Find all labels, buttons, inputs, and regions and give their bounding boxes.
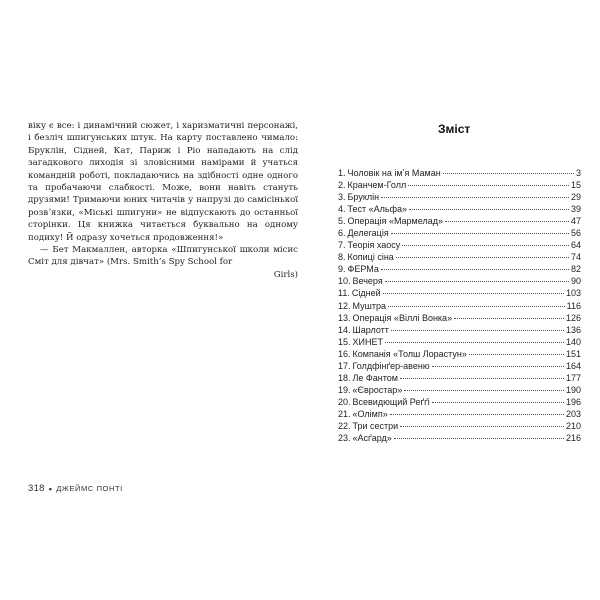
toc-entry[interactable] xyxy=(338,408,581,420)
toc-entry-page: 136 xyxy=(565,324,581,335)
toc-leader-dots xyxy=(388,306,565,307)
toc-entry-page: 29 xyxy=(570,192,581,203)
toc-leader-dots xyxy=(454,318,564,319)
toc-entry-number: 2. xyxy=(338,180,346,191)
toc-entry-number: 18. xyxy=(338,372,351,383)
toc-entry-page: 64 xyxy=(570,240,581,251)
toc-entry-page: 126 xyxy=(565,312,581,323)
toc-entry-title: Делегація xyxy=(347,228,389,239)
table-of-contents xyxy=(338,167,581,444)
review-paragraph: віку є все: і динамічний сюжет, і харизматичні персонажі, і безліч шпигунських штук. На карту поставлено чимало: Бруклін, Сідней, Кат, Париж і Ріо нападають на слід загадкового лиходія зі зловісними намірами й учаться командній роботі, покладаючись на здібності одне одного та пробачаючи слабкості. Може, вони навіть стануть друзями! Тримаючи юних читачів у напрузі до самісінької розвʼязки, «Міські шпигуни» не відпускають до останньої сторінки. Ця книжка читається буквально на одному подиху! Й одразу хочеться продовження!» xyxy=(28,121,298,243)
toc-entry-title: «Асґард» xyxy=(352,433,392,444)
toc-leader-dots xyxy=(432,366,564,367)
toc-entry-title: «Євростар» xyxy=(352,384,403,395)
page-number: 318 xyxy=(28,483,45,494)
toc-entry-number: 23. xyxy=(338,433,351,444)
toc-entry-title: ХИНЕТ xyxy=(352,336,383,347)
toc-entry[interactable] xyxy=(338,191,581,203)
toc-entry-title: Копиці сіна xyxy=(347,252,394,263)
toc-entry[interactable] xyxy=(338,312,581,324)
toc-entry[interactable] xyxy=(338,179,581,191)
running-head: ДЖЕЙМС ПОНТІ xyxy=(56,484,123,493)
toc-entry-page: 3 xyxy=(575,168,581,178)
toc-entry-number: 10. xyxy=(338,276,351,287)
toc-entry[interactable] xyxy=(338,348,581,360)
toc-entry[interactable] xyxy=(338,287,581,299)
toc-leader-dots xyxy=(408,185,569,186)
toc-entry-number: 17. xyxy=(338,360,351,371)
toc-entry-page: 47 xyxy=(570,216,581,227)
toc-entry-title: Всевидющий Реґґі xyxy=(352,396,430,407)
toc-entry-number: 7. xyxy=(338,240,346,251)
toc-entry-title: Бруклін xyxy=(347,192,380,203)
toc-entry-page: 74 xyxy=(570,252,581,263)
toc-entry-page: 82 xyxy=(570,264,581,275)
left-page-footer xyxy=(28,483,123,494)
toc-entry-page: 190 xyxy=(565,384,581,395)
toc-leader-dots xyxy=(396,257,569,258)
toc-entry[interactable] xyxy=(338,167,581,179)
toc-entry-title: Кранчем-Голл xyxy=(347,180,407,191)
toc-entry-title: ФЕРМа xyxy=(347,264,379,275)
toc-entry-page: 203 xyxy=(565,408,581,419)
toc-entry-title: «Олімп» xyxy=(352,408,388,419)
toc-entry-number: 19. xyxy=(338,384,351,395)
toc-leader-dots xyxy=(391,233,569,234)
toc-entry-number: 21. xyxy=(338,408,351,419)
toc-entry-page: 164 xyxy=(565,360,581,371)
toc-entry-title: Операція «Віллі Вонка» xyxy=(352,312,453,323)
toc-leader-dots xyxy=(390,414,564,415)
toc-leader-dots xyxy=(469,354,564,355)
toc-entry-number: 20. xyxy=(338,396,351,407)
toc-entry-title: Голдфінґер-авеню xyxy=(352,360,430,371)
toc-entry[interactable] xyxy=(338,275,581,287)
toc-title: Зміст xyxy=(438,122,471,136)
toc-entry[interactable] xyxy=(338,324,581,336)
toc-entry-number: 15. xyxy=(338,336,351,347)
toc-entry-page: 56 xyxy=(570,228,581,239)
toc-leader-dots xyxy=(385,281,569,282)
toc-entry-number: 14. xyxy=(338,324,351,335)
review-attribution-end: Girls) xyxy=(273,269,298,280)
toc-entry-page: 39 xyxy=(570,204,581,215)
toc-entry-number: 3. xyxy=(338,192,346,203)
toc-entry[interactable] xyxy=(338,227,581,239)
toc-entry-title: Тест «Альфа» xyxy=(347,204,407,215)
toc-leader-dots xyxy=(394,438,564,439)
toc-entry-number: 16. xyxy=(338,348,351,359)
toc-leader-dots xyxy=(404,390,564,391)
toc-entry-number: 4. xyxy=(338,204,346,215)
toc-entry[interactable] xyxy=(338,300,581,312)
toc-leader-dots xyxy=(409,209,569,210)
toc-entry-page: 116 xyxy=(566,300,581,311)
toc-entry[interactable] xyxy=(338,239,581,251)
toc-entry[interactable] xyxy=(338,420,581,432)
toc-entry-page: 140 xyxy=(565,336,581,347)
toc-entry-number: 5. xyxy=(338,216,346,227)
toc-entry-number: 13. xyxy=(338,312,351,323)
toc-entry-page: 210 xyxy=(565,420,581,431)
toc-entry[interactable] xyxy=(338,203,581,215)
toc-entry-number: 12. xyxy=(338,300,351,311)
toc-leader-dots xyxy=(391,330,564,331)
toc-entry[interactable] xyxy=(338,251,581,263)
toc-leader-dots xyxy=(400,426,564,427)
toc-entry[interactable] xyxy=(338,360,581,372)
toc-entry-number: 6. xyxy=(338,228,346,239)
toc-entry-number: 9. xyxy=(338,264,346,275)
toc-entry-title: Теорія хаосу xyxy=(347,240,401,251)
toc-leader-dots xyxy=(381,269,569,270)
toc-leader-dots xyxy=(432,402,564,403)
toc-entry[interactable] xyxy=(338,432,581,444)
toc-entry-number: 1. xyxy=(338,168,346,178)
left-page-text xyxy=(28,120,298,281)
toc-entry-title: Ле Фантом xyxy=(352,372,398,383)
toc-entry-title: Операція «Мармелад» xyxy=(347,216,443,227)
toc-entry[interactable] xyxy=(338,396,581,408)
toc-leader-dots xyxy=(445,221,569,222)
toc-entry-title: Шарлотт xyxy=(352,324,389,335)
toc-entry-page: 103 xyxy=(565,288,581,299)
toc-entry-page: 15 xyxy=(570,180,581,191)
toc-entry-title: Сідней xyxy=(351,288,381,299)
toc-entry[interactable] xyxy=(338,215,581,227)
toc-leader-dots xyxy=(443,173,574,174)
toc-entry-page: 216 xyxy=(565,433,581,444)
toc-entry-number: 11. xyxy=(338,288,350,299)
toc-entry-title: Чоловік на імʼя Маман xyxy=(347,168,441,178)
toc-entry-title: Три сестри xyxy=(352,420,399,431)
toc-entry-page: 196 xyxy=(565,396,581,407)
toc-entry-page: 177 xyxy=(565,372,581,383)
toc-leader-dots xyxy=(402,245,569,246)
toc-entry[interactable] xyxy=(338,372,581,384)
toc-entry-title: Муштра xyxy=(352,300,386,311)
toc-entry-title: Компанія «Толш Лорастун» xyxy=(352,348,467,359)
toc-entry-page: 90 xyxy=(570,276,581,287)
toc-entry[interactable] xyxy=(338,384,581,396)
toc-entry[interactable] xyxy=(338,336,581,348)
toc-leader-dots xyxy=(383,293,564,294)
toc-entry-page: 151 xyxy=(565,348,581,359)
toc-leader-dots xyxy=(400,378,564,379)
toc-leader-dots xyxy=(381,197,569,198)
toc-entry-number: 22. xyxy=(338,420,351,431)
toc-leader-dots xyxy=(385,342,564,343)
toc-entry-number: 8. xyxy=(338,252,346,263)
review-attribution: — Бет Макмаллен, авторка «Шпигунської школи місис Сміт для дівчат» (Mrs. Smith’s Spy School for xyxy=(28,245,298,268)
toc-entry[interactable] xyxy=(338,263,581,275)
toc-entry-title: Вечеря xyxy=(352,276,383,287)
footer-bullet: • xyxy=(48,483,53,494)
